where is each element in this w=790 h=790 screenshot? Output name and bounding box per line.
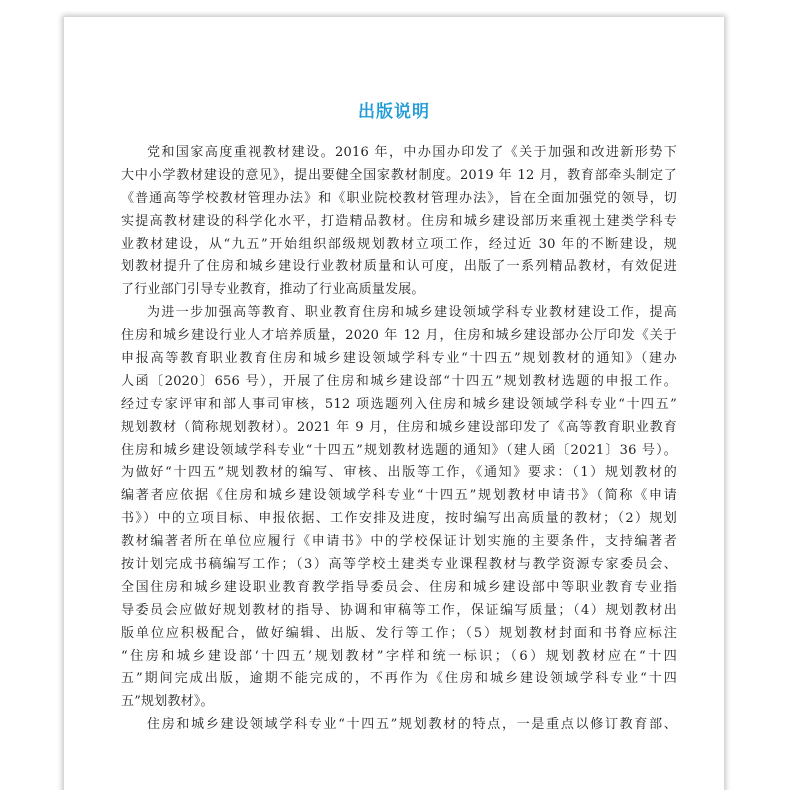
text-line: 业教材建设，从“九五”开始组织部级规划教材立项工作，经过近 30 年的不断建设，规 — [121, 236, 677, 252]
text-line: 按计划完成书稿编写工作；（3）高等学校土建类专业课程教材与教学资源专家委员会、 — [121, 557, 677, 573]
text-line: 为做好“十四五”规划教材的编写、审核、出版等工作，《通知》要求：（1）规划教材的 — [121, 465, 677, 481]
text-line: 五”规划教材》。 — [121, 694, 214, 710]
text-line: 了行业部门引导专业教育，推动了行业高质量发展。 — [121, 282, 425, 298]
text-line: 版单位应积极配合，做好编辑、出版、发行等工作；（5）规划教材封面和书脊应标注 — [121, 625, 677, 641]
text-line: 申报高等教育职业教育住房和城乡建设领域学科专业“十四五”规划教材的通知》（建办 — [121, 351, 677, 367]
text-line: 为进一步加强高等教育、职业教育住房和城乡建设领域学科专业教材建设工作，提高 — [147, 305, 677, 321]
text-line: “住房和城乡建设部‘十四五’规划教材”字样和统一标识；（6）规划教材应在“十四 — [121, 648, 677, 664]
text-line: 党和国家高度重视教材建设。2016 年，中办国办印发了《关于加强和改进新形势下 — [147, 145, 677, 160]
text-line: 经过专家评审和部人事司审核，512 项选题列入住房和城乡建设领域学科专业“十四五” — [121, 396, 677, 412]
text-line: 大中小学教材建设的意见》，提出要健全国家教材制度。2019 年 12 月，教育部牵头制定了 — [121, 167, 677, 183]
text-line: 导委员会应做好规划教材的指导、协调和审稿等工作，保证编写质量；（4）规划教材出 — [121, 602, 677, 618]
page-title: 出版说明 — [358, 102, 430, 122]
text-line: 教材编著者所在单位应履行《申请书》中的学校保证计划实施的主要条件，支持编著者 — [121, 534, 677, 550]
text-line: 书》）中的立项目标、申报依据、工作安排及进度，按时编写出高质量的教材；（2）规划 — [121, 511, 677, 527]
text-line: 人函〔2020〕656 号），开展了住房和城乡建设部“十四五”规划教材选题的申报工作。 — [121, 373, 677, 389]
text-line: 实提高教材建设的科学化水平，打造精品教材。住房和城乡建设部历来重视土建类学科专 — [121, 213, 677, 229]
text-line: 全国住房和城乡建设职业教育教学指导委员会、住房和城乡建设部中等职业教育专业指 — [121, 579, 677, 595]
text-line: 五”期间完成出版，逾期不能完成的，不再作为《住房和城乡建设领域学科专业“十四 — [121, 671, 677, 687]
text-line: 《普通高等学校教材管理办法》和《职业院校教材管理办法》，旨在全面加强党的领导，切 — [121, 190, 677, 206]
text-line: 住房和城乡建设行业人才培养质量，2020 年 12 月，住房和城乡建设部办公厅印发《关于 — [121, 328, 677, 344]
text-line: 规划教材（简称规划教材）。2021 年 9 月，住房和城乡建设部印发了《高等教育职业教育 — [121, 419, 677, 435]
text-line: 编著者应依据《住房和城乡建设领域学科专业“十四五”规划教材申请书》（简称《申请 — [121, 488, 677, 504]
text-line: 住房和城乡建设领域学科专业“十四五”规划教材选题的通知》（建人函〔2021〕36 号）。 — [121, 442, 677, 458]
document-page — [64, 17, 724, 790]
document-body — [121, 142, 677, 737]
text-line: 划教材提升了住房和城乡建设行业教材质量和认可度，出版了一系列精品教材，有效促进 — [121, 259, 677, 275]
text-line: 住房和城乡建设领域学科专业“十四五”规划教材的特点，一是重点以修订教育部、 — [147, 717, 677, 733]
